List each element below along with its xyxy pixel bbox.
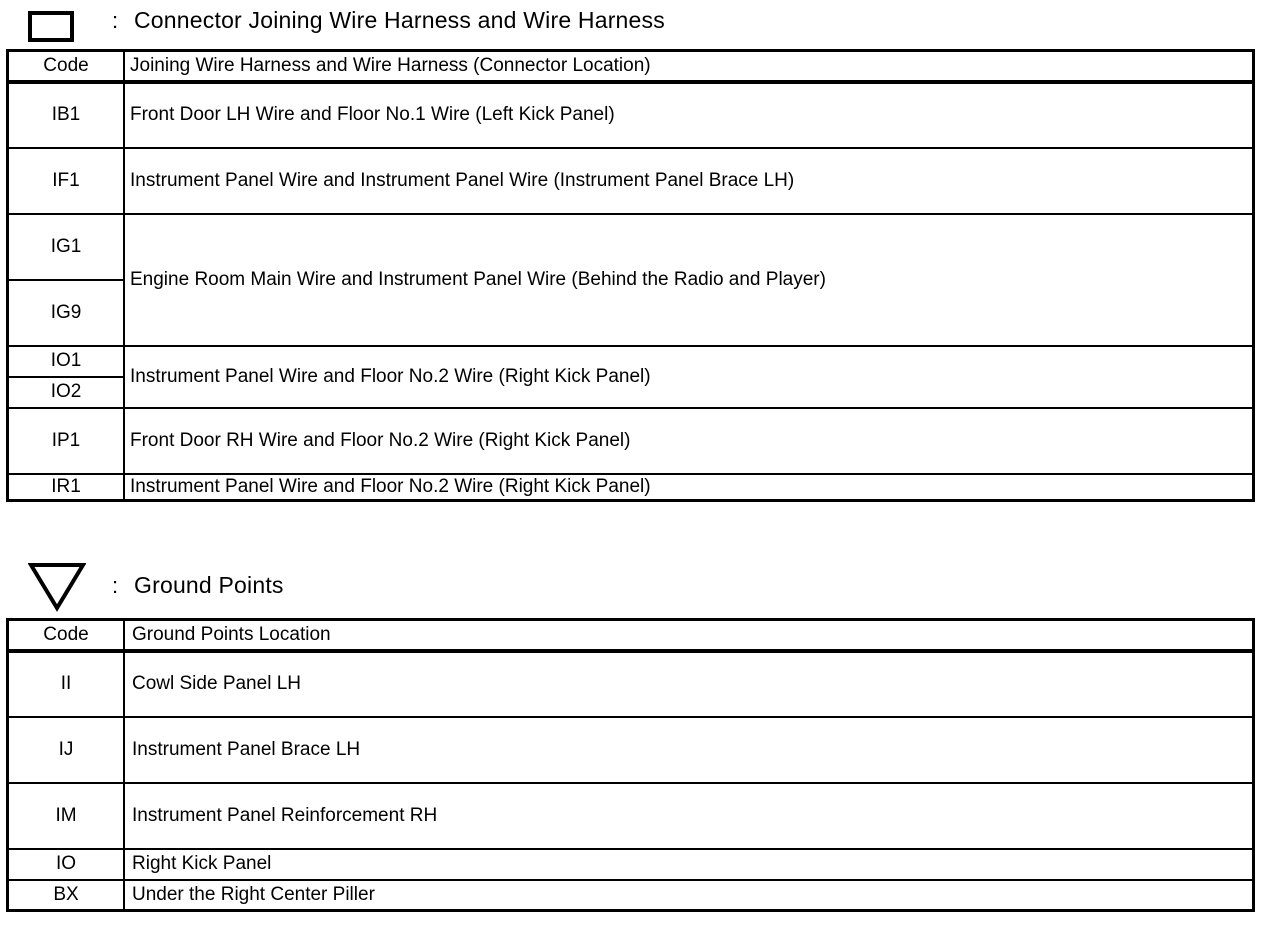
location-cell: Instrument Panel Wire and Floor No.2 Wire (Right Kick Panel): [124, 474, 1254, 501]
header-code: Code: [8, 620, 125, 651]
connector-legend: [0, 4, 1000, 38]
table-row: [8, 880, 1254, 911]
connector-table: [6, 49, 1255, 502]
location-cell: Under the Right Center Piller: [124, 880, 1254, 911]
ground-table: [6, 618, 1255, 912]
table-row: [8, 783, 1254, 849]
location-cell: Instrument Panel Wire and Instrument Panel Wire (Instrument Panel Brace LH): [124, 148, 1254, 214]
code-cell: IJ: [8, 717, 125, 783]
location-cell: Front Door RH Wire and Floor No.2 Wire (Right Kick Panel): [124, 408, 1254, 474]
code-cell: IR1: [8, 474, 125, 501]
ground-legend-title: Ground Points: [134, 571, 284, 598]
table-row: [8, 408, 1254, 474]
code-cell: IG1: [8, 214, 125, 280]
location-cell: Instrument Panel Wire and Floor No.2 Wire (Right Kick Panel): [124, 346, 1254, 408]
ground-triangle-icon: [28, 562, 86, 612]
location-cell: Front Door LH Wire and Floor No.1 Wire (Left Kick Panel): [124, 82, 1254, 148]
location-cell: Instrument Panel Brace LH: [124, 717, 1254, 783]
code-cell: IF1: [8, 148, 125, 214]
code-cell: IM: [8, 783, 125, 849]
legend-colon: :: [112, 8, 119, 33]
table-row: [8, 214, 1254, 280]
location-cell: Right Kick Panel: [124, 849, 1254, 880]
table-row: [8, 474, 1254, 501]
header-code: Code: [8, 51, 125, 82]
legend-colon: :: [112, 573, 119, 598]
location-cell: Cowl Side Panel LH: [124, 651, 1254, 717]
header-location: Joining Wire Harness and Wire Harness (Connector Location): [124, 51, 1254, 82]
ground-legend: [0, 562, 1000, 610]
table-row: [8, 849, 1254, 880]
header-location: Ground Points Location: [124, 620, 1254, 651]
location-cell: Instrument Panel Reinforcement RH: [124, 783, 1254, 849]
code-cell: II: [8, 651, 125, 717]
code-cell: IB1: [8, 82, 125, 148]
code-cell: IO2: [8, 377, 125, 408]
code-cell: IO: [8, 849, 125, 880]
table-row: [8, 651, 1254, 717]
code-cell: IO1: [8, 346, 125, 377]
table-header-row: [8, 51, 1254, 82]
connector-legend-title: Connector Joining Wire Harness and Wire Harness: [134, 6, 665, 33]
table-row: [8, 82, 1254, 148]
table-header-row: [8, 620, 1254, 651]
connector-box-icon: [28, 11, 74, 42]
table-row: [8, 346, 1254, 377]
table-row: [8, 717, 1254, 783]
code-cell: IG9: [8, 280, 125, 346]
code-cell: IP1: [8, 408, 125, 474]
location-cell: Engine Room Main Wire and Instrument Panel Wire (Behind the Radio and Player): [124, 214, 1254, 346]
table-row: [8, 148, 1254, 214]
code-cell: BX: [8, 880, 125, 911]
